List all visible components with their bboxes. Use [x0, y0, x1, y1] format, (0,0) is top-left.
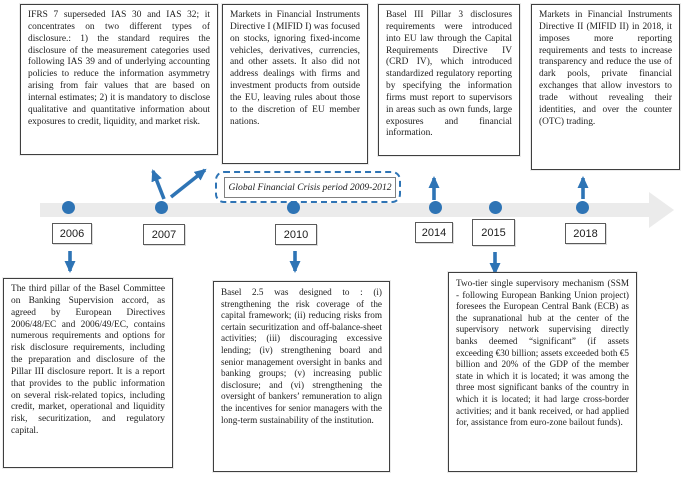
year-box-2014: 2014	[415, 222, 453, 243]
year-box-2018: 2018	[565, 223, 606, 244]
year-box-2010: 2010	[275, 224, 317, 245]
timeline-dot-2018	[576, 201, 589, 214]
timeline-bar	[40, 203, 650, 217]
year-box-2006: 2006	[52, 223, 92, 244]
textbox-mifid2: Markets in Financial Instruments Directive II (MIFID II) in 2018, it imposes more reporting requirements and tests to increase transparency and reduce the use of dark pools, private financial exchanges that allow investors to trade without revealing their identities, and over the counter (OTC) trading.	[531, 4, 680, 170]
textbox-ssm: Two-tier single supervisory mechanism (SSM - following European Banking Union project) foresees the European Central Bank (ECB) as the supranational hub at the center of the supervisory network supervising directly banks deemed “significant” (if assets exceeding €30 billion; assets exceeded both €5 billion and 20% of the GDP of the member state in which it is located; it was among the three most significant banks of the country in which it is located; it had large cross-border activities; and it bank received, or had applied for, assistance from euro-zone bailout funds).	[448, 272, 637, 472]
year-box-2015: 2015	[472, 219, 515, 246]
textbox-basel3-pillar3: Basel III Pillar 3 disclosures requirements were introduced into EU law through the Capital Requirements Directive IV (CRD IV), which introduced standardized regulatory reporting by specifying the information firms must report to supervisors in areas such as own funds, large exposures and financial information.	[378, 4, 520, 156]
textbox-basel25: Basel 2.5 was designed to : (i) strengthening the risk coverage of the capital framework; (ii) reducing risks from certain securitization and off-balance-sheet activities; (iii) discouraging excessive lending; (iv) strengthening board and senior management oversight in banks and banking groups; (v) increasing public disclosure; and (vi) strengthening the oversight of bankers’ remuneration to align the incentives for senior managers with the long-term sustainability of the institution.	[213, 281, 390, 472]
timeline-dot-2007	[155, 201, 168, 214]
timeline-dot-2014	[429, 201, 442, 214]
timeline-dot-2010	[287, 201, 300, 214]
timeline-arrowhead-icon	[649, 192, 674, 228]
crisis-period-label: Global Financial Crisis period 2009-2012	[224, 177, 396, 198]
year-box-2007: 2007	[143, 224, 185, 245]
timeline-dot-2015	[489, 201, 502, 214]
arrow-2007-diagonal-icon	[171, 170, 205, 197]
textbox-ifrs7: IFRS 7 superseded IAS 30 and IAS 32; it concentrates on two different types of disclosure.: 1) the standard requires the disclosure of the measurement categories used following IAS 39 and of underlying accounting policies to reduce the information asymmetry arising from fair values that are based on internal estimates; 2) it is mandatory to disclose qualitative and quantitative information about exposures to credit, liquidity, and market risk.	[20, 4, 218, 155]
arrow-2007-up-icon	[153, 171, 164, 199]
textbox-mifid1: Markets in Financial Instruments Directive I (MIFID I) was focused on stocks, ignoring fixed-income vehicles, derivatives, currencies, and other assets. It also did not address dealings with firms and investment products from outside the EU, leaving rules about those to the discretion of EU member nations.	[222, 4, 368, 164]
timeline-dot-2006	[62, 201, 75, 214]
textbox-basel-pillar3-accord: The third pillar of the Basel Committee on Banking Supervision accord, as agreed by European Directives 2006/48/EC and 2006/49/EC, contains numerous requirements and options for risk disclosure requirements, including the preparation and disclosure of the Pillar III disclosure report. It is a report that provides to the public information on several risk-related topics, including credit, market, operational and liquidity risk, securitization, and regulatory capital.	[3, 278, 173, 468]
